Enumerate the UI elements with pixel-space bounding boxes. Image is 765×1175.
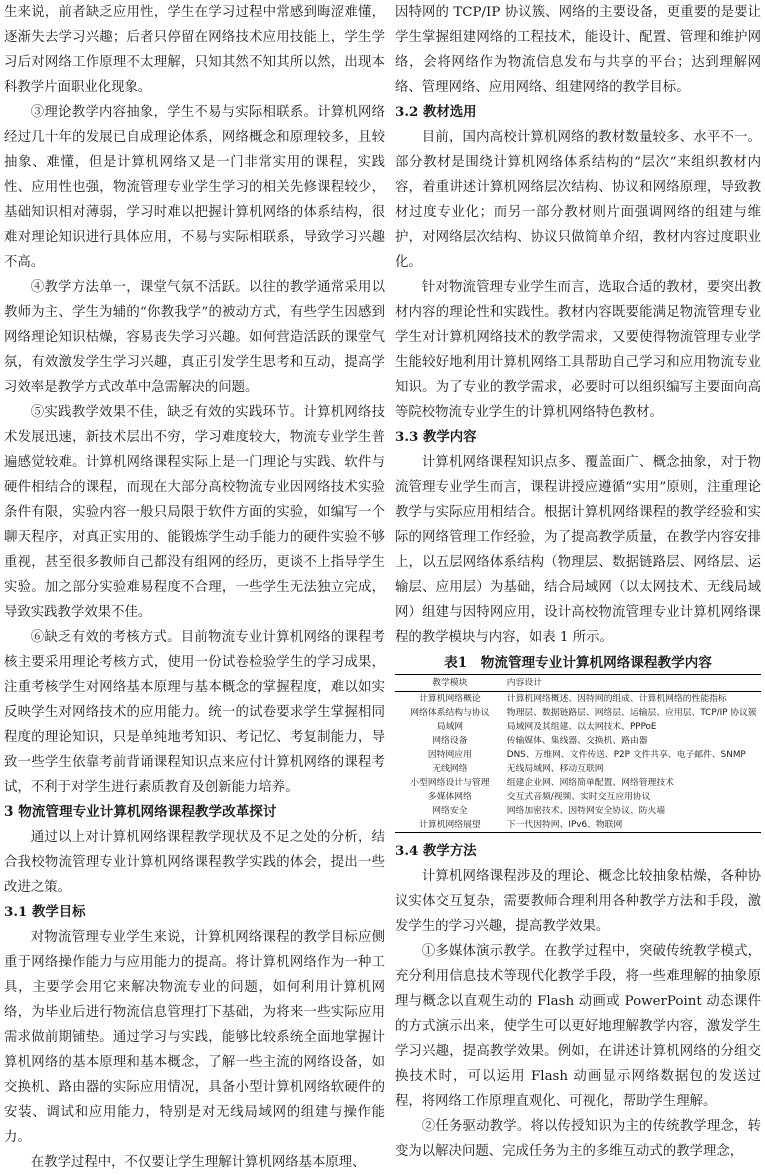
table-cell: 无线网络	[432, 764, 468, 774]
table-header-cell: 教学模块	[395, 675, 505, 692]
table-row	[395, 720, 761, 734]
paragraph: ⑥缺乏有效的考核方式。目前物流专业计算机网络的课程考核主要采用理论考核方式，使用一份试卷检验学生的学习成果，注重考核学生对网络基本原理与基本概念的掌握程度，难以如实反映学生对网络技术的应用能力。统一的试卷要求学生掌握相同程度的理论知识，只是单纯地考知识、考记忆、考复制能力，导致一些学生依靠考前背诵课程知识点来应付计算机网络的课程考试，不利于对学生进行素质教育及创新能力培养。	[4, 630, 385, 795]
subsection-heading: 3.3 教学内容	[395, 429, 477, 445]
paragraph: 针对物流管理专业学生而言，选取合适的教材，要突出教材内容的理论性和实践性。教材内容既要能满足物流管理专业学生对计算机网络技术的教学需求，又要使得物流管理专业学生能较好地利用计算机网络工具帮助自己学习和应用物流专业知识。为了专业的教学需求，必要时可以组织编写主要面向高等院校物流专业学生的计算机网络特色教材。	[395, 280, 761, 420]
paragraph: ④教学方法单一，课堂气氛不活跃。以往的教学通常采用以教师为主、学生为辅的“你教我学”的被动方式，有些学生因感到网络理论知识枯燥，容易丧失学习兴趣。如何营造活跃的课堂气氛，有效激发学生学习兴趣，真正引发学生思考和互动，提高学习效率是教学方式改革中急需解决的问题。	[4, 280, 385, 395]
table-row	[395, 762, 761, 776]
table-title: 表1 物流管理专业计算机网络课程教学内容	[444, 655, 712, 671]
subsection-heading: 3.1 教学目标	[4, 904, 86, 920]
table-row	[395, 748, 761, 762]
table-cell: 交互式音频/视频、实时交互应用协议	[506, 792, 651, 802]
table-cell: 网络安全	[432, 806, 468, 816]
paragraph: ⑤实践教学效果不佳，缺乏有效的实践环节。计算机网络技术发展迅速，新技术层出不穷，学习难度较大，物流专业学生普遍感觉较难。计算机网络课程实际上是一门理论与实践、软件与硬件相结合的课程，而现在大部分高校物流专业因网络技术实验条件有限，实验内容一般只局限于软件方面的实验，如编写一个聊天程序，对真正实用的、能锻炼学生动手能力的硬件实验不够重视，甚至很多教师自己都没有组网的经历，更谈不上指导学生实验。加之部分实验难易程度不合理，一些学生无法独立完成，导致实践教学效果不佳。	[4, 405, 385, 620]
table-cell: 多媒体网络	[427, 792, 472, 802]
table-cell: 小型网络设计与管理	[410, 778, 490, 788]
paragraph: 计算机网络课程知识点多、覆盖面广、概念抽象，对于物流管理专业学生而言，课程讲授应遵循“实用”原则，注重理论教学与实际应用相结合。根据计算机网络课程的教学经验和实际的网络管理工作经验，为了提高教学质量，在教学内容安排上，以五层网络体系结构（物理层、数据链路层、网络层、运输层、应用层）为基础，结合局域网（以太网技术、无线局域网）组建与因特网应用，设计高校物流管理专业计算机网络课程的教学模块与内容，如表 1 所示。	[395, 455, 761, 645]
table-row	[395, 818, 761, 833]
paragraph: 在教学过程中，不仅要让学生理解计算机网络基本原理、	[30, 1155, 366, 1170]
paragraph: ②任务驱动教学。将以传授知识为主的传统教学理念，转变为以解决问题、完成任务为主的多维互动式的教学理念，	[395, 1119, 761, 1159]
table-header-cell: 内容设计	[505, 675, 761, 692]
table-cell: DNS、万维网、文件传送、P2P 文件共享、电子邮件、SNMP	[506, 750, 746, 760]
table-cell: 物理层、数据链路层、网络层、运输层、应用层、TCP/IP 协议簇	[506, 708, 757, 718]
table-cell: 网络加密技术、因特网安全协议、防火墙	[506, 806, 666, 816]
subsection-heading: 3.2 教材选用	[395, 104, 477, 120]
table-cell: 组建企业网、网络简单配置、网络管理技术	[506, 778, 674, 788]
paragraph: 因特网的 TCP/IP 协议簇、网络的主要设备，更重要的是要让学生掌握组建网络的工程技术，能设计、配置、管理和维护网络，会将网络作为物流信息发布与共享的平台；达到理解网络、管理网络、应用网络、组建网络的教学目标。	[395, 5, 761, 95]
table-cell: 传输媒体、集线器、交换机、路由器	[506, 736, 648, 746]
paragraph: 对物流管理专业学生来说，计算机网络课程的教学目标应侧重于网络操作能力与应用能力的提高。将计算机网络作为一种工具，主要学会用它来解决物流专业的问题，如何利用计算机网络，为毕业后进行物流信息管理打下基础，为将来一些实际应用需求做前期铺垫。通过学习与实践，能够比较系统全面地掌握计算机网络的基本原理和基本概念，了解一些主流的网络设备，如交换机、路由器的实际应用情况，具备小型计算机网络软硬件的安装、调试和应用能力，特别是对无线局域网的组建与操作能力。	[4, 930, 385, 1145]
paragraph: 通过以上对计算机网络课程教学现状及不足之处的分析，结合我校物流管理专业计算机网络课程教学实践的体会，提出一些改进之策。	[4, 830, 385, 895]
subsection-heading: 3.4 教学方法	[395, 843, 477, 859]
table-cell: 计算机网络概论	[419, 694, 481, 704]
table-row	[395, 706, 761, 720]
table-cell: 下一代因特网、IPv6、物联网	[506, 820, 623, 830]
table-cell: 局域网及其组建、以太网技术、PPPoE	[506, 722, 657, 732]
paragraph: ①多媒体演示教学。在教学过程中，突破传统教学模式，充分利用信息技术等现代化教学手段，将一些难理解的抽象原理与概念以直观生动的 Flash 动画或 PowerPoint 动态课件的方式演示出来，使学生可以更好地理解教学内容，激发学生学习兴趣，提高教学效果。例如，在讲述计算机网络的分组交换技术时，可以运用 Flash 动画显示网络数据包的发送过程，将网络工作原理直观化、可视化，帮助学生理解。	[395, 944, 761, 1109]
table-row	[395, 734, 761, 748]
table-cell: 局域网	[436, 722, 464, 732]
table-cell: 计算机网络展望	[419, 820, 481, 830]
table-cell: 因特网应用	[427, 750, 472, 760]
table-cell: 无线局域网、移动互联网	[506, 764, 604, 774]
table-header-row	[395, 675, 761, 692]
table-row	[395, 776, 761, 790]
table-row	[395, 692, 761, 707]
table-cell: 计算机网络概述、因特网的组成、计算机网络的性能指标	[506, 694, 727, 704]
table-row	[395, 790, 761, 804]
table-cell: 网络体系结构与协议	[410, 708, 490, 718]
paragraph: 目前，国内高校计算机网络的教材数量较多、水平不一。部分教材是围绕计算机网络体系结构的“层次”来组织教材内容，着重讲述计算机网络层次结构、协议和网络原理，导致教材过度专业化；而另一部分教材则片面强调网络的组建与维护，对网络层次结构、协议只做简单介绍，教材内容过度职业化。	[395, 130, 761, 270]
paragraph: ③理论教学内容抽象，学生不易与实际相联系。计算机网络经过几十年的发展已自成理论体系，网络概念和原理较多，且较抽象、难懂，但是计算机网络又是一门非常实用的课程，实践性、应用性也强，物流管理专业学生学习的相关先修课程较少，基础知识相对薄弱，学习时难以把握计算机网络的体系结构，很难对理论知识进行具体应用，不易与实际相联系，导致学习兴趣不高。	[4, 105, 385, 270]
paragraph: 生来说，前者缺乏应用性，学生在学习过程中常感到晦涩难懂，逐渐失去学习兴趣；后者只停留在网络技术应用技能上，学生学习后对网络工作原理不太理解，只知其然不知其所以然，出现本科教学片面职业化现象。	[4, 5, 385, 95]
paragraph: 计算机网络课程涉及的理论、概念比较抽象枯燥，各种协议实体交互复杂，需要教师合理利用各种教学方法和手段，激发学生的学习兴趣，提高教学效果。	[395, 869, 761, 934]
table-row	[395, 804, 761, 818]
course-content-table	[395, 674, 761, 833]
table-cell: 网络设备	[432, 736, 468, 746]
section-heading: 3 物流管理专业计算机网络课程教学改革探讨	[4, 804, 277, 820]
right-column	[395, 0, 761, 1164]
